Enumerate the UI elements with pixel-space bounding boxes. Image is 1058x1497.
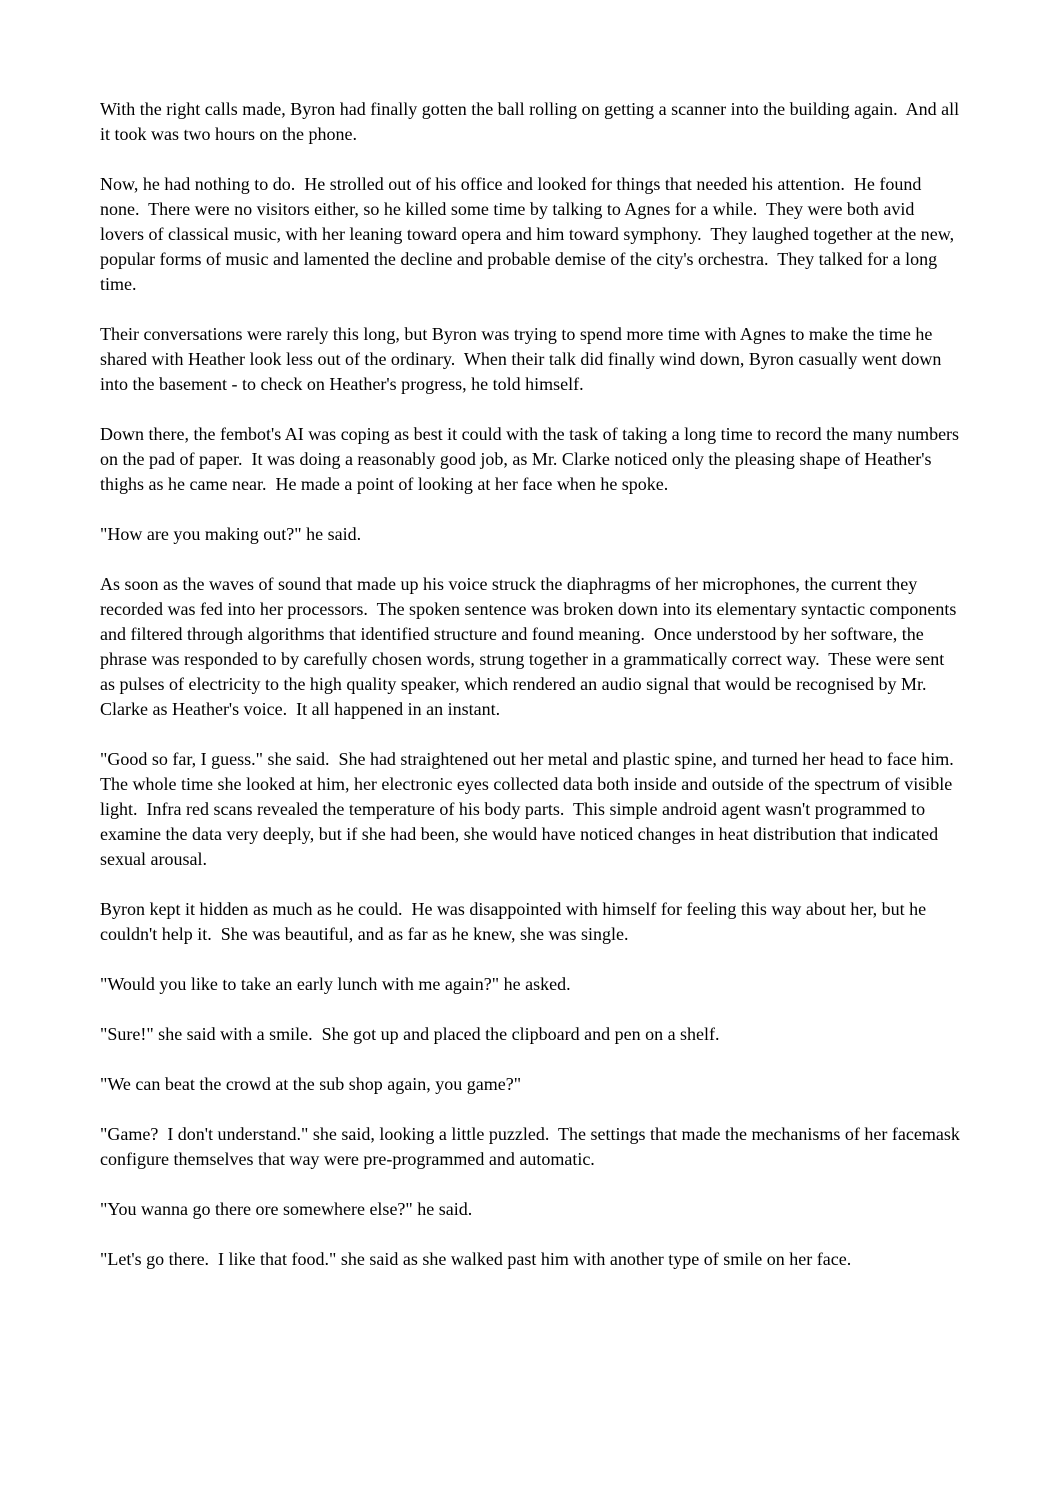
paragraph: As soon as the waves of sound that made up his voice struck the diaphragms of her microphones, the current they recorded was fed into her processors. The spoken sentence was broken down into its elementary syntactic components and filtered through algorithms that identified structure and found meaning. Once understood by her software, the phrase was responded to by carefully chosen words, strung together in a grammatically correct way. These were sent as pulses of electricity to the high quality speaker, which rendered an audio signal that would be recognised by Mr. Clarke as Heather's voice. It all happened in an instant. bbox=[100, 574, 961, 719]
paragraph: "We can beat the crowd at the sub shop again, you game?" bbox=[100, 1074, 522, 1094]
paragraph: Now, he had nothing to do. He strolled out of his office and looked for things that needed his attention. He found none. There were no visitors either, so he killed some time by talking to Agnes for a while. They were both avid lovers of classical music, with her leaning toward opera and him toward symphony. They laughed together at the new, popular forms of music and lamented the decline and probable demise of the city's orchestra. They talked for a long time. bbox=[100, 174, 959, 294]
paragraph: "Good so far, I guess." she said. She had straightened out her metal and plastic spine, and turned her head to face him. The whole time she looked at him, her electronic eyes collected data both inside and outside of the spectrum of visible light. Infra red scans revealed the temperature of his body parts. This simple android agent wasn't programmed to examine the data very deeply, but if she had been, she would have noticed changes in heat distribution that indicated sexual arousal. bbox=[100, 749, 963, 869]
document-body bbox=[100, 97, 965, 1297]
paragraph: "Let's go there. I like that food." she said as she walked past him with another type of smile on her face. bbox=[100, 1249, 852, 1269]
paragraph: "Would you like to take an early lunch with me again?" he asked. bbox=[100, 974, 571, 994]
paragraph: With the right calls made, Byron had finally gotten the ball rolling on getting a scanner into the building again. And all it took was two hours on the phone. bbox=[100, 99, 964, 144]
paragraph: "Sure!" she said with a smile. She got up and placed the clipboard and pen on a shelf. bbox=[100, 1024, 720, 1044]
paragraph: Their conversations were rarely this long, but Byron was trying to spend more time with Agnes to make the time he shared with Heather look less out of the ordinary. When their talk did finally wind down, Byron casually went down into the basement - to check on Heather's progress, he told himself. bbox=[100, 324, 946, 394]
paragraph: "You wanna go there ore somewhere else?" he said. bbox=[100, 1199, 473, 1219]
paragraph: Byron kept it hidden as much as he could. He was disappointed with himself for feeling this way about her, but he couldn't help it. She was beautiful, and as far as he knew, she was single. bbox=[100, 899, 931, 944]
paragraph: "Game? I don't understand." she said, looking a little puzzled. The settings that made the mechanisms of her facemask configure themselves that way were pre-programmed and automatic. bbox=[100, 1124, 965, 1169]
paragraph: "How are you making out?" he said. bbox=[100, 524, 362, 544]
paragraph: Down there, the fembot's AI was coping as best it could with the task of taking a long time to record the many numbers on the pad of paper. It was doing a reasonably good job, as Mr. Clarke noticed only the pleasing shape of Heather's thighs as he came near. He made a point of looking at her face when he spoke. bbox=[100, 424, 964, 494]
